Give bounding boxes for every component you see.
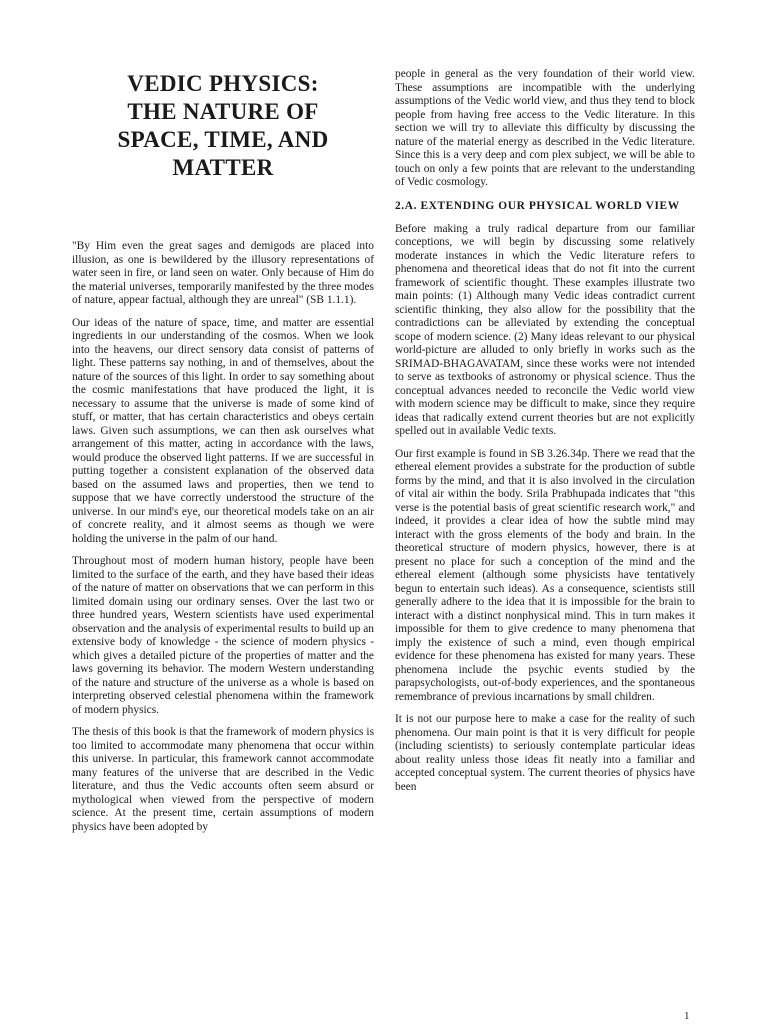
title-line-2: THE NATURE OF [127,99,319,124]
epigraph-quote: "By Him even the great sages and demigods are placed into illusion, as one is bewildered by the illusory representations of water seen in fire, or land seen on water. Only because of Him do the material universes, temporarily manifested by the three modes of nature, appear factual, although they are unreal" (SB 1.1.1). [72,240,374,306]
title-line-4: MATTER [172,155,274,180]
paragraph: The thesis of this book is that the framework of modern physics is too limited to accommodate many phenomena that occur within this universe. In particular, this framework cannot accommodate many features of the universe that are described in the Vedic literature, and thus the Vedic accounts often seem absurd or mythological when viewed from the perspective of modern science. At the present time, certain assumptions of modern physics have been adopted by [72,726,374,833]
paragraph: It is not our purpose here to make a case for the reality of such phenomena. Our main point is that it is very difficult for people (including scientists) to seriously contemplate particular ideas about reality unless those ideas fit neatly into a familiar and accepted conceptual system. The current theories of physics have been [395,713,695,793]
title-line-3: SPACE, TIME, AND [117,127,329,152]
paragraph: Throughout most of modern human history, people have been limited to the surface of the earth, and they have based their ideas of the nature of matter on observations that we can perform in this limited domain using our ordinary senses. Over the last two or three hundred years, Western scientists have used experimental observation and the analysis of experimental results to build up an extensive body of knowledge - the science of modern physics - which gives a detailed picture of the properties of matter and the laws governing its behavior. The modern Western understanding of the nature and structure of the universe as a whole is based on interpreting observed celestial phenomena within the framework of modern physics. [72,555,374,716]
section-heading: 2.A. EXTENDING OUR PHYSICAL WORLD VIEW [395,199,680,212]
right-column [395,68,695,803]
title-line-1: VEDIC PHYSICS: [127,71,319,96]
page-number: 1 [684,1010,690,1022]
document-title [72,70,374,182]
paragraph: Our ideas of the nature of space, time, and matter are essential ingredients in our understanding of the cosmos. When we look into the heavens, our direct sensory data consist of patterns of light. These patterns say nothing, in and of themselves, about the nature of the sources of this light. In order to say something about the cosmic manifestations that have produced the light, it is necessary to assume that the universe is made of some kind of stuff, or matter, that has certain characteristics and obeys certain laws. Given such assumptions, we can then ask ourselves what arrangement of this matter, acting in accordance with the laws, would produce the observed light patterns. If we are successful in putting together a consistent explanation of the observed data based on the assumed laws and properties, then we tend to suppose that we have correctly understood the structure of the universe. In our mind's eye, our theoretical models take on an air of concrete reality, and it almost seems as though we were holding the universe in the palm of our hand. [72,316,374,545]
paragraph: people in general as the very foundation of their world view. These assumptions are incompatible with the underlying assumptions of the Vedic world view, and thus they tend to block people from having free access to the Vedic literature. In this section we will try to alleviate this difficulty by discussing the nature of the material energy as described in the Vedic literature. Since this is a very deep and com plex subject, we will be able to touch on only a few points that are relevant to the understanding of Vedic cosmology. [395,68,695,188]
paragraph: Our first example is found in SB 3.26.34p. There we read that the ethereal element provides a substrate for the production of subtle forms by the mind, and that it is also involved in the circulation of vital air within the body. Srila Prabhupada indicates that "this verse is the potential basis of great scientific research work," and indeed, it provides a clear idea of how the subtle mind may interact with the gross elements of the body and brain. In the theoretical structure of modern physics, however, there is at present no place for such a conception of the mind and the ethereal element (although some physicists have tentatively begun to entertain such ideas). As a consequence, scientists still generally adhere to the idea that it is impossible for the brain to interact with a distinct nonphysical mind. This in turn makes it impossible for them to give credence to many phenomena that imply the existence of such a mind, even though empirical evidence for these phenomena has existed for many years. These phenomena include the psychic events studied by the parapsychologists, out-of-body experiences, and the spontaneous remembrance of previous incarnations by small children. [395,447,695,703]
left-column [72,240,374,843]
paragraph: Before making a truly radical departure from our familiar conceptions, we will begin by discussing some relatively moderate instances in which the Vedic literature refers to phenomena and theoretical ideas that do not fit into the current framework of scientific thought. These examples illustrate two main points: (1) Although many Vedic ideas contradict current scientific thinking, they also allow for the possibility that the contradictions can be alleviated by extending the conceptual scope of modern science. (2) Many ideas relevant to our physical world-picture are alluded to only briefly in works such as the SRIMAD-BHAGAVATAM, since these works were not intended to serve as textbooks of astronomy or physical science. Thus the conceptual advances needed to reconcile the Vedic world view with modern science may be difficult to make, since they require ideas that radically extend current theories but are not explicitly spelled out in available Vedic texts. [395,222,695,437]
